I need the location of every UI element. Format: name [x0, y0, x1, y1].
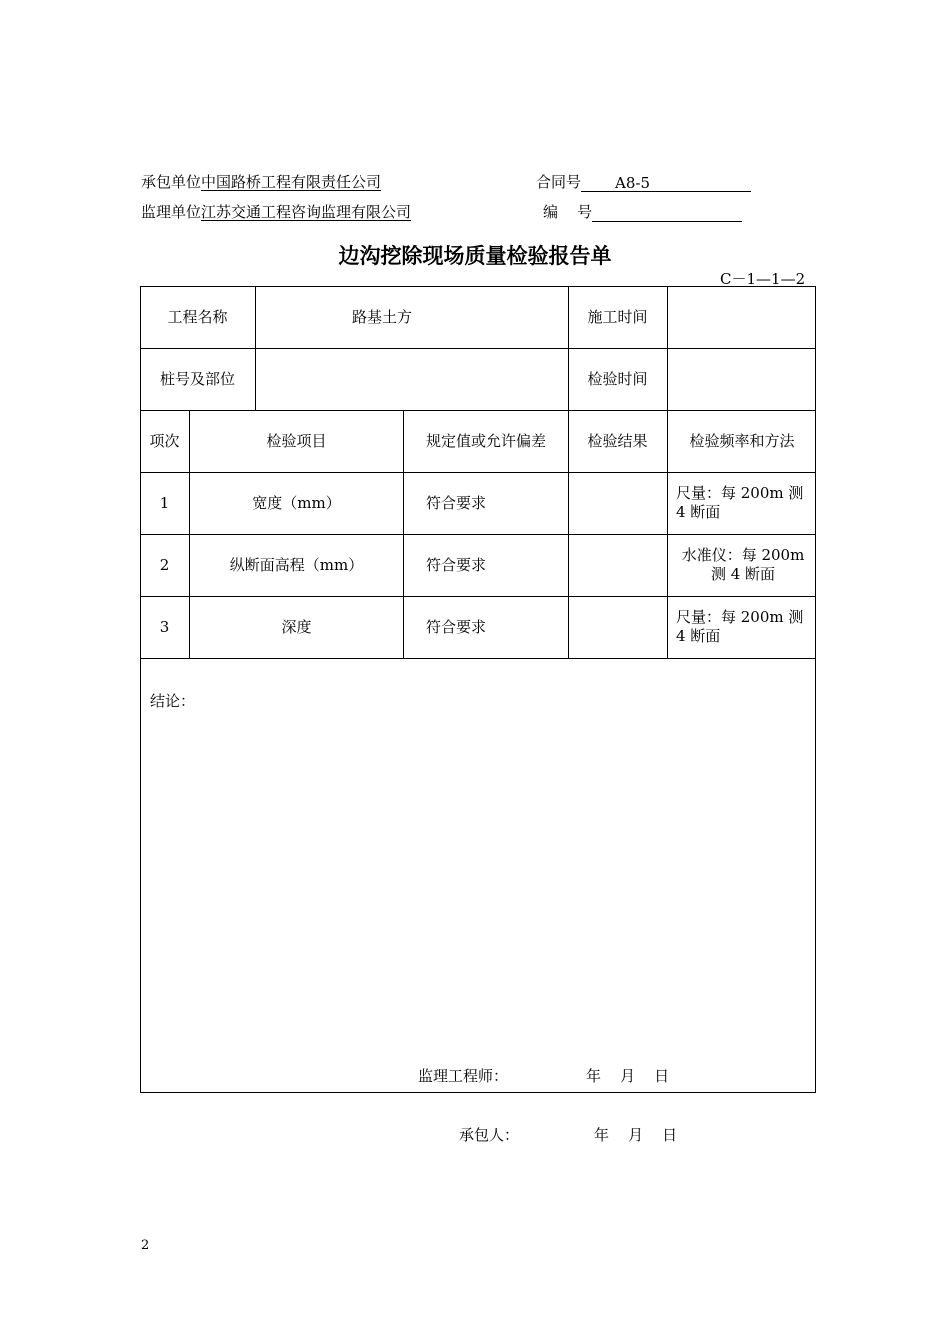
row-3-spec: 符合要求 [426, 617, 487, 636]
inspection-time-value [668, 348, 816, 410]
project-name-label: 工程名称 [167, 307, 228, 326]
inspection-time-label: 检验时间 [587, 369, 648, 388]
row-3-item: 深度 [281, 617, 312, 636]
row-1-method: 尺量：每 200m 测 4 断面 [676, 484, 804, 521]
supervisor-label: 监理单位 [141, 203, 202, 221]
serial-line [543, 201, 742, 222]
supervisor-line [141, 201, 411, 222]
row-1-no: 1 [159, 493, 170, 512]
contract-no-value: A8-5 [615, 174, 651, 192]
row-1-result [568, 472, 667, 534]
row-2-method: 水准仪：每 200m 测 4 断面 [681, 546, 805, 583]
engineer-label: 监理工程师： [418, 1067, 509, 1085]
row-2-spec: 符合要求 [426, 555, 487, 574]
serial-label: 编 号 [543, 203, 593, 221]
contractor-line [141, 171, 381, 192]
col-header-result: 检验结果 [587, 431, 648, 450]
contract-no-line [536, 171, 751, 192]
row-1-item: 宽度（mm） [252, 493, 341, 512]
contractor-label: 承包单位 [141, 173, 202, 191]
serial-field [592, 204, 742, 222]
row-divider [140, 658, 816, 659]
conclusion-label: 结论： [150, 692, 196, 710]
row-3-no: 3 [159, 617, 170, 636]
project-name-value: 路基土方 [351, 307, 412, 326]
row-3-result [568, 596, 667, 658]
row-1-spec: 符合要求 [426, 493, 487, 512]
col-header-no: 项次 [149, 431, 180, 450]
col-header-spec: 规定值或允许偏差 [425, 431, 546, 450]
row-2-no: 2 [159, 555, 170, 574]
construction-time-label: 施工时间 [587, 307, 648, 326]
station-label: 桩号及部位 [159, 369, 235, 388]
contractor-person-label: 承包人： [459, 1126, 520, 1144]
supervisor-value: 江苏交通工程咨询监理有限公司 [201, 203, 412, 221]
contract-no-field [581, 174, 751, 192]
col-header-item: 检验项目 [266, 431, 327, 450]
row-2-result [568, 534, 667, 596]
engineer-date: 年 月 日 [586, 1067, 670, 1085]
row-3-method: 尺量：每 200m 测 4 断面 [676, 608, 804, 645]
contractor-value: 中国路桥工程有限责任公司 [201, 173, 382, 191]
page-title: 边沟挖除现场质量检验报告单 [338, 244, 612, 268]
construction-time-value [668, 286, 816, 348]
contract-no-label: 合同号 [536, 173, 582, 191]
form-code: C－1—1—2 [720, 270, 806, 288]
contractor-person-date: 年 月 日 [594, 1126, 678, 1144]
col-header-method: 检验频率和方法 [689, 431, 795, 450]
station-value [256, 348, 568, 410]
page-number: 2 [141, 1238, 150, 1253]
row-2-item: 纵断面高程（mm） [229, 555, 364, 574]
